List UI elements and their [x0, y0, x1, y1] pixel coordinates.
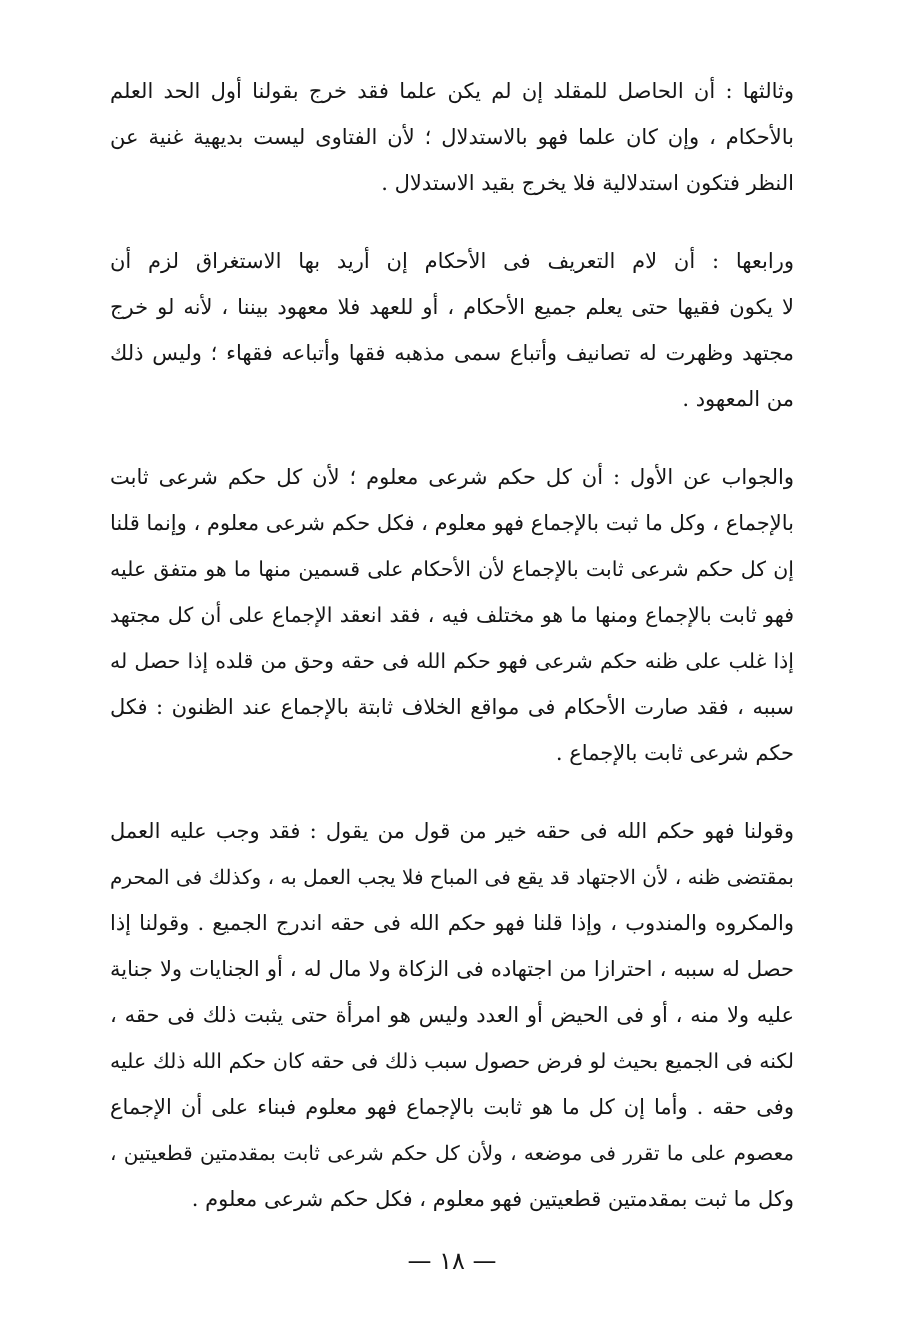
paragraph-gap	[110, 776, 794, 808]
text-line: من المعهود .	[682, 387, 794, 411]
paragraph-gap	[110, 206, 794, 238]
text-line: إن كل حكم شرعى ثابت بالإجماع لأن الأحكام على قسمين منها ما هو متفق عليه	[110, 557, 794, 581]
text-line: سببه ، فقد صارت الأحكام فى مواقع الخلاف ثابتة بالإجماع عند الظنون : فكل	[110, 695, 794, 719]
page-number: — ١٨ —	[407, 1247, 497, 1275]
text-line: مجتهد وظهرت له تصانيف وأتباع سمى مذهبه فقها وأتباعه فقهاء ؛ وليس ذلك	[110, 341, 794, 365]
paragraph-jawab	[110, 454, 794, 776]
text-line: فهو ثابت بالإجماع ومنها ما هو مختلف فيه ، فقد انعقد الإجماع على أن كل مجتهد	[110, 603, 794, 627]
document-page	[110, 68, 794, 1268]
text-line: عليه ولا منه ، أو فى الحيض أو العدد وليس هو امرأة حتى يثبت ذلك فى حقه ،	[110, 1003, 794, 1027]
text-line: حكم شرعى ثابت بالإجماع .	[555, 741, 794, 765]
text-line: وفى حقه . وأما إن كل ما هو ثابت بالإجماع فهو معلوم فبناء على أن الإجماع	[110, 1095, 794, 1119]
text-line: لا يكون فقيها حتى يعلم جميع الأحكام ، أو للعهد فلا معهود بيننا ، لأنه لو خرج	[110, 295, 794, 319]
text-line: وثالثها : أن الحاصل للمقلد إن لم يكن علما فقد خرج بقولنا أول الحد العلم	[110, 79, 794, 103]
text-line: ورابعها : أن لام التعريف فى الأحكام إن أريد بها الاستغراق لزم أن	[110, 249, 794, 273]
text-line: لكنه فى الجميع بحيث لو فرض حصول سبب ذلك فى حقه كان حكم الله ذلك عليه	[110, 1049, 794, 1073]
text-line: والجواب عن الأول : أن كل حكم شرعى معلوم ؛ لأن كل حكم شرعى ثابت	[110, 465, 794, 489]
paragraph-rabiuha	[110, 238, 794, 422]
text-line: معصوم على ما تقرر فى موضعه ، ولأن كل حكم شرعى ثابت بمقدمتين قطعيتين ،	[110, 1141, 794, 1165]
paragraph-qawluna	[110, 808, 794, 1222]
text-line: بالأحكام ، وإن كان علما فهو بالاستدلال ؛ لأن الفتاوى ليست بديهية غنية عن	[110, 125, 794, 149]
text-line: النظر فتكون استدلالية فلا يخرج بقيد الاستدلال .	[381, 171, 794, 195]
text-line: إذا غلب على ظنه حكم شرعى فهو حكم الله فى حقه وحق من قلده إذا حصل له	[110, 649, 794, 673]
text-line: بالإجماع ، وكل ما ثبت بالإجماع فهو معلوم ، فكل حكم شرعى معلوم ، وإنما قلنا	[110, 511, 794, 535]
paragraph-gap	[110, 422, 794, 454]
text-line: والمكروه والمندوب ، وإذا قلنا فهو حكم الله فى حقه اندرج الجميع . وقولنا إذا	[110, 911, 794, 935]
text-line: حصل له سببه ، احترازا من اجتهاده فى الزكاة ولا مال له ، أو الجنايات ولا جناية	[110, 957, 794, 981]
text-line: بمقتضى ظنه ، لأن الاجتهاد قد يقع فى المباح فلا يجب العمل به ، وكذلك فى المحرم	[110, 865, 794, 889]
text-line: وكل ما ثبت بمقدمتين قطعيتين فهو معلوم ، فكل حكم شرعى معلوم .	[191, 1187, 794, 1211]
paragraph-thalithuha	[110, 68, 794, 206]
text-line: وقولنا فهو حكم الله فى حقه خير من قول من يقول : فقد وجب عليه العمل	[110, 819, 794, 843]
